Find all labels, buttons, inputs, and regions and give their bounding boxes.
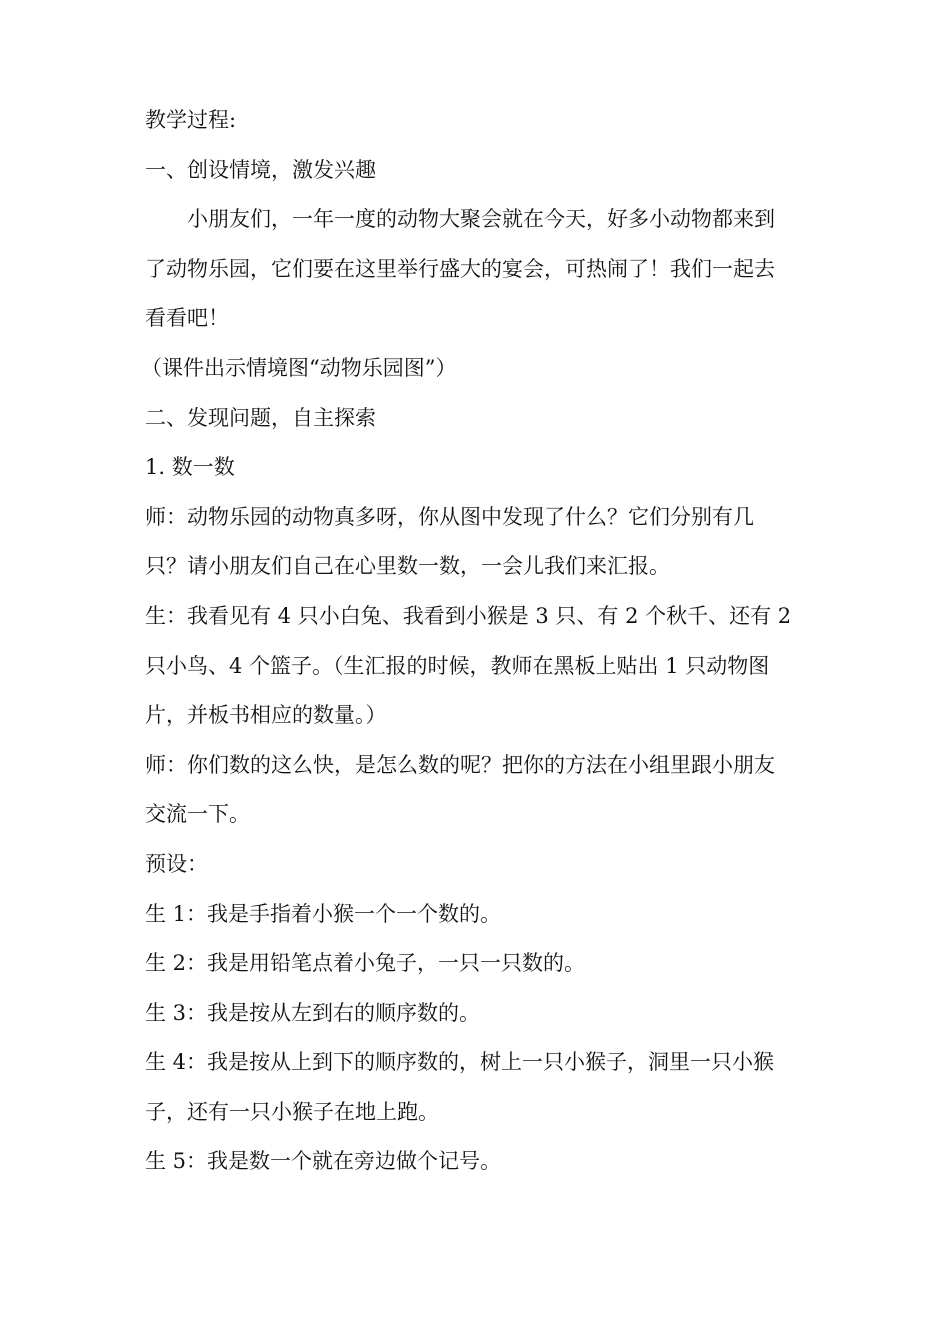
- courseware-note: （课件出示情境图“动物乐园图”）: [141, 355, 457, 380]
- student-answer-1: 生 1：我是手指着小猴一个一个数的。: [145, 901, 502, 926]
- paragraph-line: 师：动物乐园的动物真多呀，你从图中发现了什么？它们分别有几: [145, 504, 754, 529]
- paragraph-line: 交流一下。: [145, 802, 250, 827]
- section-heading-teaching-process: 教学过程:: [145, 108, 237, 132]
- student-answer-3: 生 3：我是按从左到右的顺序数的。: [145, 1000, 481, 1025]
- paragraph-line: 小朋友们，一年一度的动物大聚会就在今天，好多小动物都来到: [187, 207, 775, 232]
- student-answer-4: 生 4：我是按从上到下的顺序数的，树上一只小猴子，洞里一只小猴: [145, 1050, 775, 1075]
- paragraph-line: 片，并板书相应的数量。）: [145, 703, 387, 728]
- paragraph-line: 了动物乐园，它们要在这里举行盛大的宴会，可热闹了！我们一起去: [145, 256, 775, 281]
- document-body: [141, 96, 825, 1187]
- student-answer-5: 生 5：我是数一个就在旁边做个记号。: [145, 1149, 502, 1174]
- preset-label: 预设：: [145, 851, 208, 876]
- paragraph-line: 只？请小朋友们自己在心里数一数，一会儿我们来汇报。: [145, 554, 670, 579]
- student-answer-4-cont: 子，还有一只小猴子在地上跑。: [145, 1099, 439, 1124]
- student-answer-2: 生 2：我是用铅笔点着小兔子，一只一只数的。: [145, 951, 586, 976]
- subheading-count: 1. 数一数: [145, 455, 235, 480]
- paragraph-line: 看看吧！: [145, 306, 229, 331]
- paragraph-line: 只小鸟、4 个篮子。（生汇报的时候，教师在黑板上贴出 1 只动物图: [145, 653, 770, 678]
- section-heading-2: 二、发现问题，自主探索: [145, 405, 376, 430]
- section-heading-1: 一、创设情境，激发兴趣: [145, 157, 376, 182]
- paragraph-line: 师：你们数的这么快，是怎么数的呢？把你的方法在小组里跟小朋友: [145, 752, 775, 777]
- paragraph-line: 生：我看见有 4 只小白兔、我看到小猴是 3 只、有 2 个秋千、还有 2: [145, 603, 792, 628]
